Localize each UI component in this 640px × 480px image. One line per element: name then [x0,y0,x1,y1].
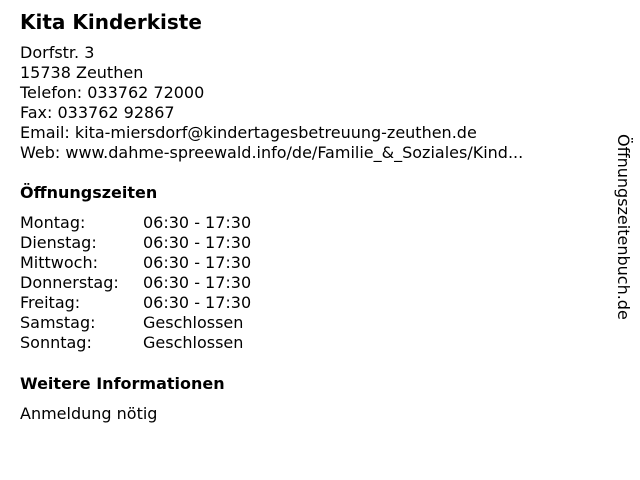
further-info-heading: Weitere Informationen [20,374,225,393]
web-text: Web: www.dahme-spreewald.info/de/Familie_&_Soziales/Kind... [20,143,524,162]
hours-time: 06:30 - 17:30 [143,213,252,232]
hours-time: Geschlossen [143,333,244,352]
hours-day: Samstag: [20,313,96,332]
hours-time: 06:30 - 17:30 [143,233,252,252]
hours-time: 06:30 - 17:30 [143,293,252,312]
hours-day: Freitag: [20,293,81,312]
hours-time: 06:30 - 17:30 [143,273,252,292]
hours-day: Sonntag: [20,333,92,352]
opening-hours-heading: Öffnungszeiten [20,183,158,202]
hours-day: Donnerstag: [20,273,119,292]
page-title: Kita Kinderkiste [20,10,202,34]
site-watermark-label: Öffnungszeitenbuch.de [614,134,633,320]
hours-time: 06:30 - 17:30 [143,253,252,272]
hours-day: Mittwoch: [20,253,98,272]
city-text: 15738 Zeuthen [20,63,144,82]
hours-day: Montag: [20,213,86,232]
address-block [20,43,523,163]
fax-text: Fax: 033762 92867 [20,103,175,122]
hours-day: Dienstag: [20,233,97,252]
phone-text: Telefon: 033762 72000 [20,83,205,102]
email-text: Email: kita-miersdorf@kindertagesbetreuung-zeuthen.de [20,123,477,142]
hours-time: Geschlossen [143,313,244,332]
street-text: Dorfstr. 3 [20,43,95,62]
further-info-text: Anmeldung nötig [20,404,158,423]
